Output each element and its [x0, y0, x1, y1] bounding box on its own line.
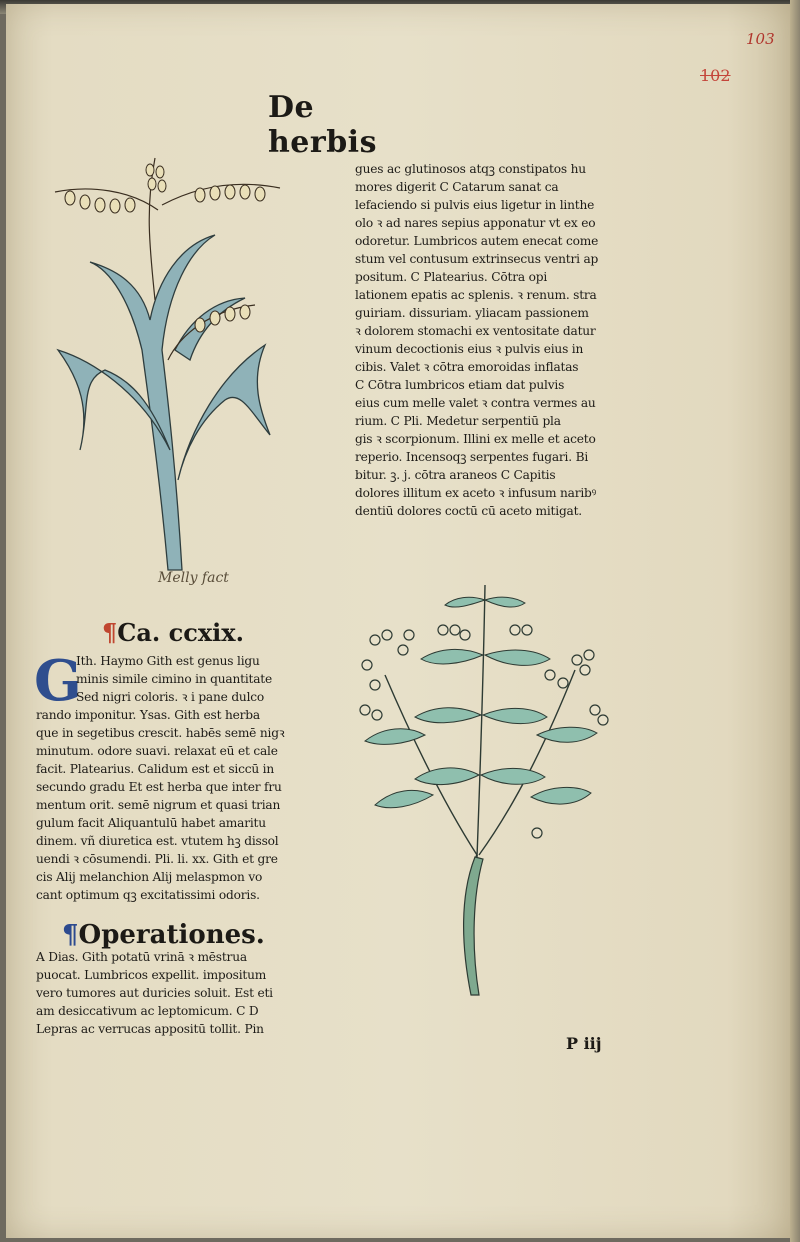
signature-mark: P iij [566, 1034, 602, 1053]
text-line: mores digerit C Catarum sanat ca [355, 180, 559, 194]
text-line: secundo gradu Et est herba que inter fru [36, 780, 282, 794]
text-line: mentum orit. semē nigrum et quasi trian [36, 798, 281, 812]
text-line: minis simile cimino in quantitate [76, 672, 273, 686]
chapter-heading [102, 618, 244, 647]
text-line: positum. C Platearius. Cōtra opi [355, 270, 548, 284]
text-line: cis Alij melanchion Alij melaspmon vo [36, 870, 263, 884]
text-line: vero tumores aut duricies soluit. Est eti [36, 986, 273, 1000]
text-column-operationes [36, 948, 326, 1038]
text-line: cibis. Valet ꝛ cōtra emoroidas inflatas [355, 360, 579, 374]
text-line: rando imponitur. Ysas. Gith est herba [36, 708, 260, 722]
text-line: vinum decoctionis eius ꝛ pulvis eius in [355, 342, 584, 356]
text-line: cant optimum qꝫ excitatissimi odoris. [36, 888, 260, 902]
folio-number: 103 [746, 30, 775, 48]
text-line: C Cōtra lumbricos etiam dat pulvis [355, 378, 565, 392]
text-line: minutum. odore suavi. relaxat eū et cale [36, 744, 278, 758]
operationes-title: Operationes. [78, 920, 265, 950]
text-line: rium. C Pli. Medetur serpentiū pla [355, 414, 561, 428]
page-edge [790, 0, 800, 1242]
text-line: gis ꝛ scorpionum. Illini ex melle et aceto [355, 432, 596, 446]
text-line: gues ac glutinosos atqꝫ constipatos hu [355, 162, 586, 176]
text-line: olo ꝛ ad nares sepius apponatur vt ex eo [355, 216, 596, 230]
plant-illustration-herb [345, 575, 625, 1005]
text-line: facit. Platearius. Calidum est et siccū in [36, 762, 275, 776]
paragraph-mark-icon: ¶ [102, 618, 118, 647]
text-line: A Dias. Gith potatū vrinā ꝛ mēstrua [36, 950, 247, 964]
text-line: Sed nigri coloris. ꝛ i pane dulco [76, 690, 265, 704]
text-line: uendi ꝛ cōsumendi. Pli. li. xx. Gith et gre [36, 852, 278, 866]
text-line: dolores illitum ex aceto ꝛ infusum naribꝰ [355, 486, 597, 500]
folio-struck-number: 102 [700, 66, 731, 85]
chapter-title: Ca. ccxix. [117, 618, 244, 647]
text-line: puocat. Lumbricos expellit. impositum [36, 968, 267, 982]
text-line: lationem epatis ac splenis. ꝛ renum. stra [355, 288, 597, 302]
text-line: guiriam. dissuriam. yliacam passionem [355, 306, 589, 320]
text-line: am desiccativum ac leptomicum. C D [36, 1004, 259, 1018]
text-line: stum vel contusum extrinsecus ventri ap [355, 252, 599, 266]
text-line: lefaciendo si pulvis eius ligetur in linthe [355, 198, 595, 212]
text-line: eius cum melle valet ꝛ contra vermes au [355, 396, 596, 410]
plant-illustration-grass [50, 150, 300, 590]
paragraph-mark-icon: ¶ [62, 920, 79, 950]
text-line: gulum facit Aliquantulū habet amaritu [36, 816, 266, 830]
page-heading: De herbis [268, 90, 377, 160]
text-line: odoretur. Lumbricos autem enecat come [355, 234, 599, 248]
text-line: Ith. Haymo Gith est genus ligu [76, 654, 260, 668]
text-line: que in segetibus crescit. habēs semē nigꝛ [36, 726, 285, 740]
text-line: reperio. Incensoqꝫ serpentes fugari. Bi [355, 450, 589, 464]
operationes-heading [62, 920, 265, 950]
drop-initial: G [34, 648, 82, 714]
text-line: dinem. vñ diuretica est. vtutem hꝫ dissol [36, 834, 279, 848]
text-column-left [34, 648, 326, 904]
illustration-caption: Melly fact [158, 570, 229, 586]
text-line: Lepras ac verrucas appositū tollit. Pin [36, 1022, 264, 1036]
text-line: dentiū dolores coctū cū aceto mitigat. [355, 504, 582, 518]
text-line: ꝛ dolorem stomachi ex ventositate datur [355, 324, 596, 338]
text-column-right [355, 160, 635, 520]
text-line: bitur. ꝫ. j. cōtra araneos C Capitis [355, 468, 556, 482]
